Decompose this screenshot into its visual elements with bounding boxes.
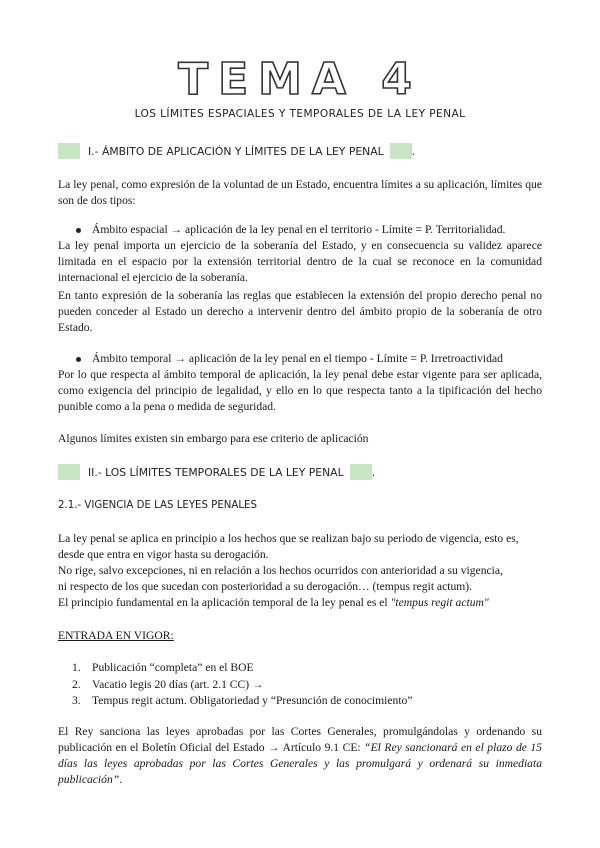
- paragraph-extension: En tanto expresión de la soberanía las reglas que establecen la extensión del propio derecho penal no pueden conceder al Estado un derecho a intervenir dentro del ámbito propio de la soberanía de otro Estado.: [58, 289, 542, 334]
- vigencia-line-2: desde que entra en vigor hasta su derogación.: [58, 548, 269, 561]
- principle-text: El principio fundamental en la aplicación temporal de la ley penal es el: [58, 596, 391, 609]
- page-subtitle: LOS LÍMITES ESPACIALES Y TEMPORALES DE LA LEY PENAL: [134, 108, 466, 120]
- tema-title: TEMA 4: [178, 54, 422, 105]
- section-title-1: I.- ÁMBITO DE APLICACIÓN Y LÍMITES DE LA LEY PENAL: [88, 144, 384, 158]
- bullet-text: Ámbito espacial → aplicación de la ley penal en el territorio - Límite = P. Territorialidad.: [92, 223, 506, 236]
- final-text: El Rey sanciona las leyes aprobadas por las Cortes Generales, promulgándolas y ordenando su publicación en el Boletín Oficial del Estado → Artículo 9.1 CE:: [58, 725, 542, 754]
- final-paragraph: [58, 724, 542, 788]
- paragraph-limites: Algunos límites existen sin embargo para ese criterio de aplicación: [58, 432, 369, 445]
- bullet-dot: [76, 357, 81, 362]
- vigencia-line-5: [58, 595, 542, 611]
- bullet-text: Ámbito temporal → aplicación de la ley penal en el tiempo - Límite = P. Irretroactividad: [92, 352, 503, 365]
- list-text: Vacatio legis 20 días (art. 2.1 CC) →: [92, 677, 264, 691]
- list-number: 2.: [72, 677, 81, 691]
- article-quote: “El Rey sancionará en el plazo de 15 días las leyes aprobadas por las Cortes Generales y las promulgará y ordenará su inmediata publicación”: [58, 741, 542, 786]
- final-period: .: [119, 773, 123, 786]
- bullet-ambito-espacial: [76, 222, 505, 238]
- list-item: [72, 693, 413, 710]
- paragraph-ambito-temporal: Por lo que respecta al ámbito temporal de aplicación, la ley penal debe estar vigente para ser aplicada, como exigencia del principio de legalidad, y ello en lo que respecta tanto a la tipificación del hecho punible como a la pena o medida de seguridad.: [58, 368, 542, 413]
- section-trail-1: .: [411, 144, 416, 158]
- vigencia-line-1: La ley penal se aplica en principio a los hechos que se realizan bajo su periodo de vigencia, esto es,: [58, 532, 519, 545]
- section-trail-2: .: [371, 465, 376, 479]
- list-item: [72, 677, 264, 694]
- subsection-title: 2.1.- VIGENCIA DE LAS LEYES PENALES: [58, 500, 257, 511]
- entrada-en-vigor-heading: ENTRADA EN VIGOR:: [58, 629, 174, 642]
- section-heading-2: [58, 464, 375, 480]
- intro-paragraph: La ley penal, como expresión de la voluntad de un Estado, encuentra límites a su aplicación, límites que son de dos tipos:: [58, 178, 542, 207]
- list-item: [72, 660, 254, 677]
- list-text: Tempus regit actum. Obligatoriedad y “Presunción de conocimiento”: [92, 694, 413, 707]
- tema-title-graphic: [0, 50, 600, 106]
- list-text: Publicación “completa” en el BOE: [92, 661, 254, 674]
- green-marker: [390, 143, 412, 159]
- vigencia-line-4: ni respecto de los que sucedan con posterioridad a su derogación… (tempus regit actum).: [58, 580, 473, 593]
- paragraph-soberania: La ley penal importa un ejercicio de la soberanía del Estado, y en consecuencia su validez aparece limitada en el espacio por la extensión territorial dentro de la cual se reconoce en la comunidad internacional el ejercicio de la soberanía.: [58, 239, 542, 284]
- bullet-ambito-temporal: [76, 351, 503, 367]
- green-marker: [350, 464, 372, 480]
- vigencia-line-3: No rige, salvo excepciones, ni en relación a los hechos ocurridos con anterioridad a su vigencia,: [58, 564, 503, 577]
- list-number: 1.: [72, 661, 81, 674]
- green-marker: [58, 464, 80, 480]
- green-marker: [58, 143, 80, 159]
- section-heading-1: [58, 143, 415, 159]
- list-number: 3.: [72, 694, 81, 707]
- section-title-2: II.- LOS LÍMITES TEMPORALES DE LA LEY PENAL: [88, 465, 344, 479]
- bullet-dot: [76, 228, 81, 233]
- tempus-regit-actum: "tempus regit actum": [390, 596, 489, 609]
